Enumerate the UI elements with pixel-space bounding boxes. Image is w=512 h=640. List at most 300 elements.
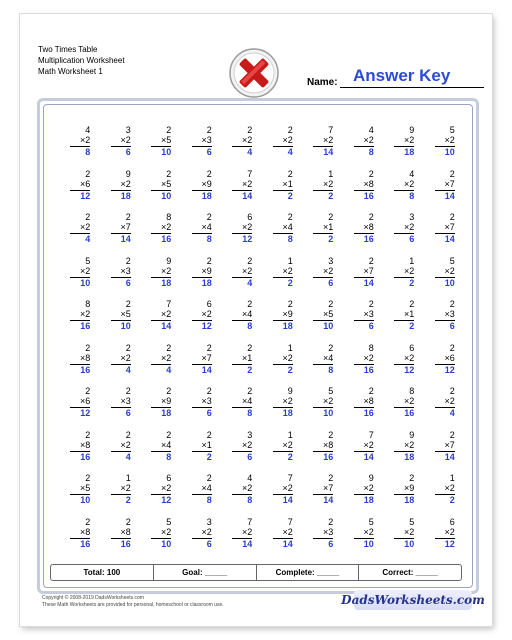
problem-item [222,343,263,387]
problem-multiplicand: 2 [166,125,172,135]
problem-multiplier: ×5 [120,309,131,319]
problem-item [101,343,142,387]
problem-multiplier: ×4 [241,396,253,406]
problem-answer: 8 [328,364,334,375]
problem-answer: 8 [247,495,253,505]
problem-multiplicand: 2 [125,429,131,440]
problem-multiplier: ×4 [201,222,212,232]
problem-item [222,212,263,256]
problem-multiplier: ×7 [444,178,455,189]
problem-multiplier: ×2 [241,178,253,189]
problem-answer: 4 [247,277,253,288]
problem-multiplier: ×2 [363,135,374,145]
problem-answer: 6 [368,321,374,331]
problem-multiplier: ×2 [403,396,415,406]
problem-multiplicand: 2 [287,125,293,135]
problem-answer: 16 [363,364,374,375]
problem-multiplicand: 2 [247,299,253,309]
problem-multiplicand: 2 [166,342,172,353]
problem-multiplier: ×2 [241,222,253,232]
worksheet-title: Two Times Table [38,45,98,54]
problem-answer: 14 [161,321,172,331]
problem-answer: 6 [328,538,334,549]
problem-multiplicand: 2 [125,299,131,309]
problem-multiplicand: 2 [206,386,212,396]
problem-multiplicand: 2 [166,168,172,179]
problem-multiplier: ×2 [160,265,172,276]
problem-answer: 6 [247,451,253,462]
score-footer [50,564,462,581]
problem-multiplicand: 6 [206,299,212,309]
problem-multiplicand: 2 [449,386,455,396]
problem-answer: 16 [80,538,91,549]
problem-multiplier: ×2 [282,439,293,450]
problem-multiplicand: 3 [328,255,334,266]
problem-item [263,299,304,343]
problem-item [182,212,223,256]
problem-item [344,430,385,474]
problem-answer: 6 [206,147,212,157]
problem-answer: 4 [85,234,91,244]
problem-item [182,517,223,561]
problem-multiplicand: 9 [125,168,131,179]
problem-multiplicand: 2 [328,299,334,309]
problem-item [141,517,182,561]
problem-answer: 12 [201,321,212,331]
problem-answer: 18 [404,147,415,157]
problem-item [384,125,425,169]
problem-item [182,473,223,517]
problem-answer: 18 [404,495,415,505]
problem-item [182,386,223,430]
worksheet-subtitle: Multiplication Worksheet [38,56,125,65]
problem-item [60,430,101,474]
problem-answer: 12 [242,234,253,244]
problem-item [60,299,101,343]
problem-item [263,517,304,561]
site-logo: DadsWorksheets.com [354,590,472,610]
problem-answer: 10 [80,495,91,505]
problem-multiplier: ×2 [444,526,455,537]
problem-multiplicand: 2 [206,342,212,353]
problem-answer: 6 [125,277,131,288]
problem-multiplier: ×8 [120,526,131,537]
problem-answer: 16 [363,234,374,244]
problem-multiplicand: 2 [409,473,415,483]
problem-multiplicand: 2 [368,386,374,396]
problem-item [425,169,466,213]
problem-answer: 16 [120,538,131,549]
problem-multiplicand: 7 [287,473,293,483]
problem-multiplicand: 5 [449,255,455,266]
problem-multiplier: ×2 [120,439,131,450]
problem-answer: 18 [161,408,172,418]
problem-item [263,386,304,430]
problem-multiplier: ×5 [79,483,91,493]
problem-multiplicand: 2 [328,473,334,483]
problem-multiplier: ×2 [363,483,374,493]
problem-multiplicand: 2 [449,212,455,222]
problem-multiplicand: 3 [206,516,212,527]
problem-answer: 18 [282,408,293,418]
problem-multiplier: ×4 [160,439,172,450]
problem-item [60,256,101,300]
problem-item [101,517,142,561]
problem-multiplier: ×2 [241,135,253,145]
problem-multiplier: ×4 [282,222,293,232]
problem-multiplicand: 2 [247,342,253,353]
problem-item [263,343,304,387]
problem-multiplicand: 6 [166,473,172,483]
problem-multiplicand: 2 [409,299,415,309]
problem-multiplicand: 2 [206,473,212,483]
problem-multiplier: ×8 [79,526,91,537]
problem-multiplier: ×8 [79,352,91,363]
problem-multiplier: ×2 [363,526,374,537]
problem-multiplicand: 4 [368,125,374,135]
problem-item [222,517,263,561]
problem-multiplicand: 3 [125,125,131,135]
problem-answer: 14 [444,234,455,244]
problem-answer: 2 [287,451,293,462]
problem-multiplier: ×3 [120,396,131,406]
problem-multiplier: ×8 [363,222,374,232]
problem-multiplicand: 8 [85,299,91,309]
problem-multiplicand: 2 [85,429,91,440]
problem-item [344,473,385,517]
problem-item [101,125,142,169]
problem-multiplicand: 2 [247,386,253,396]
problem-answer: 4 [125,364,131,375]
problem-multiplier: ×6 [444,352,455,363]
problem-answer: 16 [161,234,172,244]
problem-multiplicand: 9 [166,255,172,266]
problem-multiplier: ×2 [322,178,334,189]
problem-multiplier: ×2 [363,439,374,450]
problem-answer: 10 [323,321,334,331]
problem-answer: 14 [282,538,293,549]
problem-item [222,386,263,430]
problem-multiplier: ×2 [120,135,131,145]
problem-answer: 6 [328,277,334,288]
problem-answer: 2 [328,190,334,201]
problem-answer: 18 [282,321,293,331]
problem-multiplier: ×2 [241,265,253,276]
problem-multiplier: ×2 [120,352,131,363]
problem-answer: 2 [125,495,131,505]
problem-multiplicand: 4 [409,168,415,179]
problem-item [303,125,344,169]
problem-answer: 18 [201,277,212,288]
problem-answer: 16 [80,364,91,375]
red-x-icon [229,48,279,98]
problem-item [101,299,142,343]
problem-multiplier: ×2 [160,309,172,319]
problem-answer: 18 [363,495,374,505]
problem-item [425,430,466,474]
problem-multiplicand: 9 [409,429,415,440]
problem-multiplier: ×2 [403,178,415,189]
problem-multiplier: ×2 [201,309,212,319]
goal-field: Goal: _____ [154,565,257,580]
problem-answer: 18 [161,277,172,288]
problem-multiplier: ×2 [160,483,172,493]
problem-item [182,256,223,300]
problem-multiplier: ×2 [79,265,91,276]
problem-multiplier: ×1 [322,222,334,232]
problem-item [101,256,142,300]
problem-answer: 14 [242,190,253,201]
problem-multiplier: ×2 [403,222,415,232]
problem-multiplicand: 5 [85,255,91,266]
problem-multiplier: ×7 [444,222,455,232]
copyright-line: Copyright © 2008-2019 DadsWorksheets.com [42,595,144,601]
problem-answer: 16 [80,451,91,462]
problem-item [141,256,182,300]
problem-multiplier: ×2 [322,396,334,406]
problem-multiplier: ×3 [201,396,212,406]
problem-multiplicand: 2 [328,212,334,222]
problem-item [182,430,223,474]
problem-multiplier: ×9 [201,178,212,189]
problem-multiplier: ×2 [282,135,293,145]
problem-multiplier: ×2 [241,526,253,537]
problem-answer: 10 [444,147,455,157]
problem-item [384,343,425,387]
problem-multiplier: ×2 [322,135,334,145]
problem-answer: 10 [363,538,374,549]
problem-multiplier: ×2 [160,352,172,363]
problem-multiplicand: 1 [287,429,293,440]
problem-multiplicand: 2 [125,516,131,527]
problem-answer: 6 [125,408,131,418]
problem-answer: 8 [287,234,293,244]
problem-multiplier: ×8 [79,439,91,450]
problem-answer: 2 [247,364,253,375]
problem-item [101,212,142,256]
problem-multiplier: ×2 [160,222,172,232]
problem-multiplicand: 1 [287,342,293,353]
problem-answer: 8 [206,495,212,505]
problem-multiplier: ×9 [160,396,172,406]
problem-multiplier: ×3 [322,526,334,537]
problem-multiplicand: 2 [85,516,91,527]
problem-answer: 12 [161,495,172,505]
problem-multiplier: ×7 [444,439,455,450]
problem-multiplicand: 8 [368,342,374,353]
problem-answer: 12 [444,538,455,549]
problem-item [263,169,304,213]
problem-item [303,256,344,300]
complete-field: Complete: _____ [257,565,360,580]
problem-answer: 2 [287,364,293,375]
problem-answer: 4 [287,147,293,157]
problem-item [101,169,142,213]
problem-answer: 2 [287,190,293,201]
problem-multiplier: ×2 [282,352,293,363]
problem-multiplicand: 5 [328,386,334,396]
problem-answer: 10 [161,538,172,549]
name-line [340,87,484,88]
answer-key-label: Answer Key [353,66,451,85]
problem-multiplicand: 5 [166,516,172,527]
problem-multiplier: ×4 [241,309,253,319]
problem-answer: 2 [449,495,455,505]
problem-item [303,169,344,213]
problem-answer: 6 [449,321,455,331]
problem-item [344,256,385,300]
problem-grid [60,125,465,560]
problem-item [222,299,263,343]
problem-answer: 16 [80,321,91,331]
problem-multiplier: ×6 [79,396,91,406]
problem-item [141,169,182,213]
problem-item [425,299,466,343]
problem-multiplier: ×3 [363,309,374,319]
problem-answer: 18 [404,451,415,462]
problem-answer: 18 [120,190,131,201]
problem-item [344,212,385,256]
problem-answer: 14 [444,451,455,462]
problem-answer: 8 [247,408,253,418]
problem-multiplicand: 2 [368,255,374,266]
problem-multiplier: ×5 [322,309,334,319]
problem-multiplicand: 2 [85,168,91,179]
problem-item [384,212,425,256]
problem-item [222,169,263,213]
total-count: Total: 100 [51,565,154,580]
problem-multiplicand: 2 [368,212,374,222]
problem-item [263,125,304,169]
problem-multiplicand: 5 [409,516,415,527]
problem-multiplier: ×2 [79,309,91,319]
problem-answer: 10 [323,408,334,418]
problem-item [344,386,385,430]
problem-multiplicand: 7 [247,516,253,527]
problem-answer: 4 [166,364,172,375]
problem-multiplier: ×1 [403,309,415,319]
problem-multiplier: ×2 [444,265,455,276]
problem-answer: 6 [125,147,131,157]
problem-multiplicand: 6 [449,516,455,527]
problem-item [384,430,425,474]
problem-multiplier: ×2 [160,526,172,537]
problem-multiplicand: 5 [368,516,374,527]
problem-answer: 16 [323,451,334,462]
problem-multiplier: ×9 [201,265,212,276]
problem-multiplicand: 2 [449,342,455,353]
problem-multiplicand: 2 [287,212,293,222]
problem-item [141,386,182,430]
problem-multiplier: ×5 [160,178,172,189]
problem-multiplier: ×2 [79,222,91,232]
problem-multiplier: ×2 [241,483,253,493]
problem-item [425,386,466,430]
problem-multiplier: ×2 [403,352,415,363]
problem-item [222,430,263,474]
problem-item [344,169,385,213]
problem-multiplier: ×7 [201,352,212,363]
problem-item [344,299,385,343]
problem-multiplicand: 7 [287,516,293,527]
problem-answer: 2 [328,234,334,244]
problem-item [303,473,344,517]
problem-multiplier: ×7 [322,483,334,493]
problem-multiplicand: 5 [449,125,455,135]
problem-answer: 14 [120,234,131,244]
problem-answer: 4 [449,408,455,418]
problem-multiplicand: 6 [409,342,415,353]
problem-answer: 10 [404,538,415,549]
problem-answer: 2 [287,277,293,288]
problem-multiplicand: 2 [125,342,131,353]
problem-item [303,299,344,343]
problem-answer: 12 [80,408,91,418]
problems-frame [37,98,479,594]
problem-item [303,343,344,387]
problem-answer: 14 [323,147,334,157]
problem-multiplicand: 2 [85,473,91,483]
problem-answer: 16 [363,190,374,201]
problem-answer: 2 [409,321,415,331]
problem-answer: 8 [206,234,212,244]
problem-answer: 6 [206,408,212,418]
problem-item [141,212,182,256]
problem-multiplier: ×1 [241,352,253,363]
problem-answer: 6 [409,234,415,244]
problem-multiplicand: 1 [287,255,293,266]
problem-multiplicand: 2 [247,255,253,266]
problem-item [182,343,223,387]
problem-answer: 14 [323,495,334,505]
problem-item [303,386,344,430]
problem-multiplier: ×2 [444,483,455,493]
problem-answer: 4 [247,147,253,157]
problem-item [60,386,101,430]
problem-answer: 8 [368,147,374,157]
problem-item [263,473,304,517]
problem-multiplier: ×2 [403,265,415,276]
problem-multiplicand: 9 [368,473,374,483]
problem-item [60,343,101,387]
problem-item [141,430,182,474]
problem-item [344,343,385,387]
problem-multiplicand: 7 [368,429,374,440]
problem-answer: 10 [120,321,131,331]
problem-multiplier: ×9 [403,483,415,493]
problem-answer: 12 [80,190,91,201]
problem-item [182,299,223,343]
problem-multiplicand: 2 [125,212,131,222]
problem-multiplicand: 6 [247,212,253,222]
problem-multiplicand: 2 [287,299,293,309]
problem-answer: 18 [201,190,212,201]
problem-multiplier: ×8 [322,439,334,450]
problem-multiplicand: 2 [206,168,212,179]
problem-multiplicand: 9 [287,386,293,396]
problem-item [182,169,223,213]
problem-multiplier: ×2 [79,135,91,145]
problem-answer: 6 [206,538,212,549]
problem-item [344,517,385,561]
problem-multiplier: ×4 [322,352,334,363]
problem-answer: 2 [206,451,212,462]
problem-multiplier: ×2 [241,439,253,450]
problem-multiplicand: 1 [449,473,455,483]
problem-multiplier: ×2 [282,483,293,493]
problem-item [425,473,466,517]
problem-multiplicand: 2 [449,429,455,440]
